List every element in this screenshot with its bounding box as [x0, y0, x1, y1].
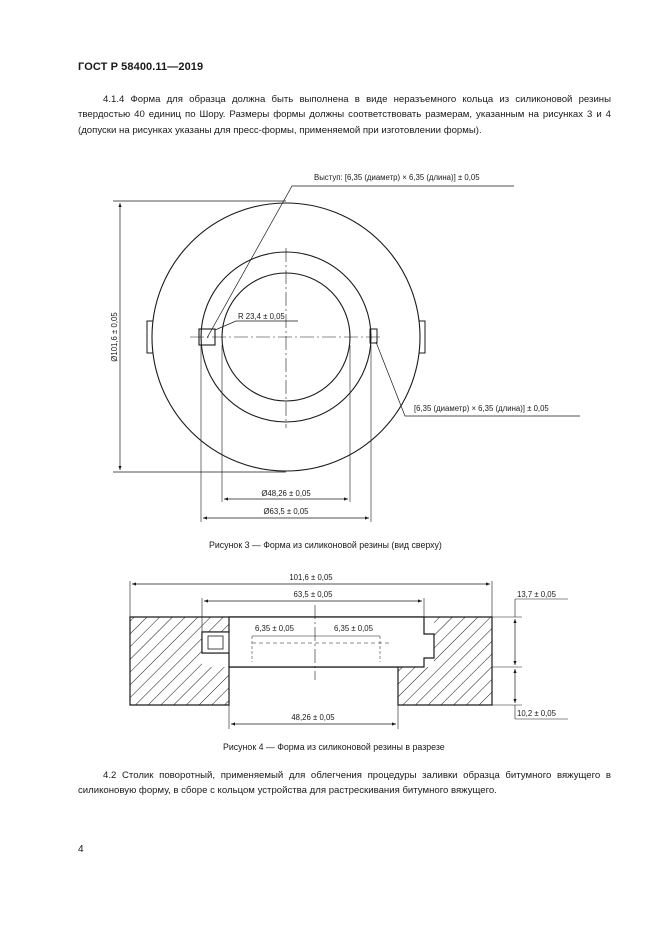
figure-3-top-view: [110, 173, 580, 522]
radius-label: R 23,4 ± 0,05: [238, 312, 285, 321]
diam-48-label: Ø48,26 ± 0,05: [261, 489, 311, 498]
height-lower-label: 10,2 ± 0,05: [517, 709, 556, 718]
figure-3-caption: Рисунок 3 — Форма из силиконовой резины (вид сверху): [209, 540, 442, 550]
outer-diameter-label: Ø101,6 ± 0,05: [110, 312, 119, 362]
paragraph-4-1-4: 4.1.4 Форма для образца должна быть выполнена в виде неразъемного кольца из силиконовой резины твердостью 40 единиц по Шору. Размеры формы должны соответствовать размерам, указанным на рисунках 3 и 4 (допуски на рисунках указаны для пресс-формы, применяемой при изготовлении формы).: [78, 94, 611, 136]
recess-label: [6,35 (диаметр) × 6,35 (длина)] ± 0,05: [414, 404, 549, 413]
bottom-width-label: 48,26 ± 0,05: [291, 713, 335, 722]
protrusion-label: Выступ: [6,35 (диаметр) × 6,35 (длина)] ± 0,05: [314, 173, 480, 182]
figure-4-cross-section: [130, 573, 568, 729]
inner-width-label: 63,5 ± 0,05: [293, 590, 333, 599]
right-step-label: 6,35 ± 0,05: [334, 624, 373, 633]
diam-63-label: Ø63,5 ± 0,05: [263, 507, 309, 516]
document-header: ГОСТ Р 58400.11—2019: [78, 61, 204, 73]
overall-width-label: 101,6 ± 0,05: [289, 573, 333, 582]
section-protrusion: [202, 632, 229, 653]
figure-4-caption: Рисунок 4 — Форма из силиконовой резины в разрезе: [223, 742, 445, 752]
height-total-label: 13,7 ± 0,05: [517, 590, 556, 599]
left-step-label: 6,35 ± 0,05: [255, 624, 294, 633]
page-number: 4: [78, 844, 84, 855]
paragraph-4-2: 4.2 Столик поворотный, применяемый для облегчения процедуры заливки образца битумного вяжущего в силиконовую форму, в сборе с кольцом устройства для растрескивания битумного вяжущего.: [78, 770, 611, 797]
section-cavity: [202, 617, 434, 667]
